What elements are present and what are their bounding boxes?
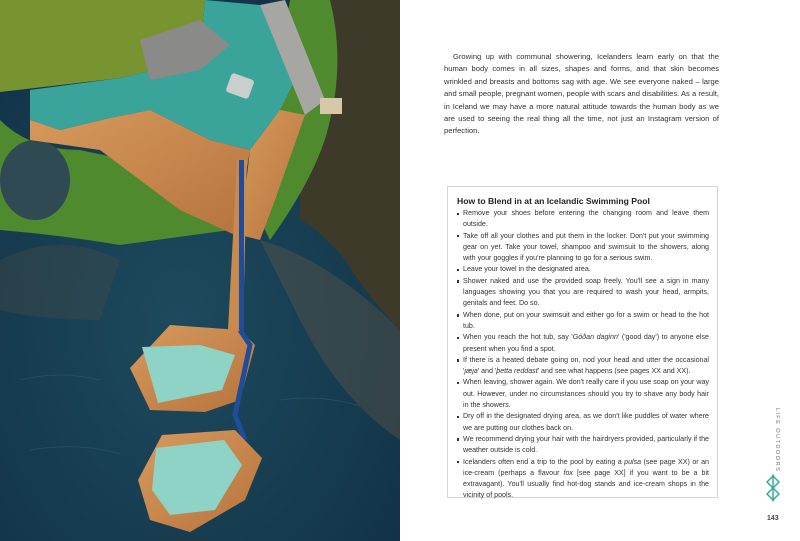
tip-item: Shower naked and use the provided soap freely. You'll see a sign in many languages showing you that you are required to wash your head, armpits, genitals and feet. Do so.	[457, 276, 709, 310]
icelandic-phrase: þetta reddast	[496, 367, 538, 376]
icelandic-phrase: Góðan daginn	[572, 333, 618, 342]
tip-text: If there is a heated debate going on, nod your head and utter the occasional '	[463, 355, 709, 376]
tip-text: ' ('good day') to anyone else present when you find a spot.	[463, 333, 710, 353]
box-title: How to Blend in at an Icelandic Swimming Pool	[457, 196, 650, 206]
tip-text: Icelanders often end a trip to the pool by eating a	[463, 457, 625, 466]
tip-item: When done, put on your swimsuit and either go for a swim or head to the hot tub.	[457, 310, 709, 333]
tip-text: ' and '	[477, 367, 497, 376]
tip-item: When leaving, shower again. We don't really care if you use soap on your way out. However, under no circumstances should you try to shave any body hair in the showers.	[457, 377, 709, 411]
tip-item: Take off all your clothes and put them in the locker. Don't put your swimming gear on yet. Take your towel, shampoo and swimsuit to the showers, along with your goggles if you're planning to go for a serious swim.	[457, 231, 709, 265]
tip-text: (see page XX) or an ice-cream (perhaps a flavour	[463, 457, 709, 477]
intro-text: Growing up with communal showering, Icelanders learn early on that the human body comes in all sizes, shapes and forms, and that skin becomes wrinkled and breasts and bottoms sag with age. We see everyone naked – large and small people, pregnant women, people with scars and disabilities. As a result, in Iceland we may have a more natural attitude towards the human body as we are used to seeing the real thing all the time, not just an Instagram version of perfection.	[444, 52, 719, 136]
text-page	[400, 0, 800, 541]
sidebar-box-blend-in	[447, 186, 718, 498]
page-number: 143	[767, 515, 779, 522]
tip-item	[457, 457, 709, 502]
tip-text: When you reach the hot tub, say '	[463, 333, 573, 342]
icelandic-phrase: jæja	[464, 367, 478, 376]
rune-icon	[765, 473, 781, 503]
tip-item: We recommend drying your hair with the hairdryers provided, particularly if the weather outside is cold.	[457, 434, 709, 457]
icelandic-phrase: fox	[563, 468, 573, 477]
tip-item	[457, 332, 709, 355]
tip-item: Remove your shoes before entering the changing room and leave them outside.	[457, 208, 709, 231]
tip-item: Leave your towel in the designated area.	[457, 264, 709, 275]
tip-item: Dry off in the designated drying area, as we don't like puddles of water where we are putting our clothes back on.	[457, 411, 709, 434]
icelandic-phrase: pulsa	[624, 457, 642, 466]
tip-text: [see page XX] if you want to be a bit extravagant). You'll usually find hot-dog stands and ice-cream shops in the vicinity of pools.	[463, 468, 709, 500]
tips-list	[457, 208, 709, 502]
running-head	[767, 407, 787, 473]
tip-text: ' and see what happens (see pages XX and XX).	[537, 367, 691, 376]
tip-item	[457, 355, 709, 378]
intro-paragraph	[444, 51, 719, 138]
running-head-text: LIFE OUTDOORS	[774, 407, 780, 473]
